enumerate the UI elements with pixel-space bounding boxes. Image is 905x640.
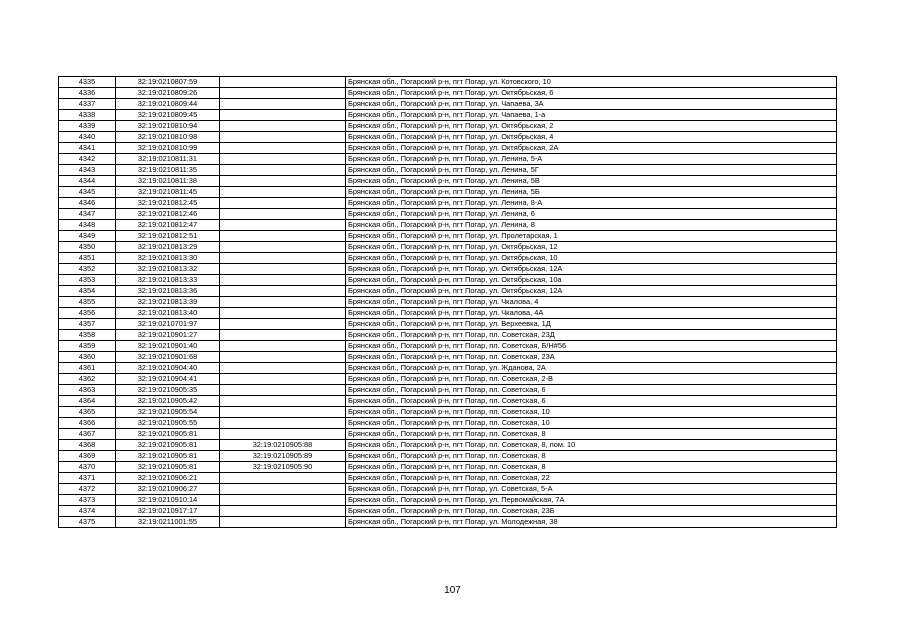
address-cell: Брянская обл., Погарский р-н, пгт Погар, ул. Ленина, 8	[346, 220, 837, 231]
row-number-cell: 4359	[59, 341, 116, 352]
linked-cadastral-number-cell	[220, 330, 346, 341]
table-row	[59, 473, 837, 484]
row-number-cell: 4350	[59, 242, 116, 253]
table-row	[59, 297, 837, 308]
linked-cadastral-number-cell	[220, 198, 346, 209]
row-number-cell: 4338	[59, 110, 116, 121]
row-number-cell: 4335	[59, 77, 116, 88]
row-number-cell: 4366	[59, 418, 116, 429]
cadastral-number-cell: 32:19:0210813:33	[116, 275, 220, 286]
row-number-cell: 4355	[59, 297, 116, 308]
table-row	[59, 429, 837, 440]
table-row	[59, 209, 837, 220]
row-number-cell: 4341	[59, 143, 116, 154]
address-cell: Брянская обл., Погарский р-н, пгт Погар, ул. Котовского, 10	[346, 77, 837, 88]
table-row	[59, 462, 837, 473]
linked-cadastral-number-cell	[220, 154, 346, 165]
row-number-cell: 4346	[59, 198, 116, 209]
row-number-cell: 4339	[59, 121, 116, 132]
linked-cadastral-number-cell	[220, 396, 346, 407]
cadastral-number-cell: 32:19:0211001:55	[116, 517, 220, 528]
linked-cadastral-number-cell	[220, 473, 346, 484]
cadastral-number-cell: 32:19:0210906:21	[116, 473, 220, 484]
address-cell: Брянская обл., Погарский р-н, пгт Погар, ул. Ленина, 5Г	[346, 165, 837, 176]
row-number-cell: 4349	[59, 231, 116, 242]
row-number-cell: 4342	[59, 154, 116, 165]
address-cell: Брянская обл., Погарский р-н, пгт Погар, ул. Молодежная, 38	[346, 517, 837, 528]
table-row	[59, 231, 837, 242]
cadastral-number-cell: 32:19:0210813:36	[116, 286, 220, 297]
address-cell: Брянская обл., Погарский р-н, пгт Погар, ул. Октябрьская, 4	[346, 132, 837, 143]
address-cell: Брянская обл., Погарский р-н, пгт Погар, ул. Ленина, 6	[346, 209, 837, 220]
cadastral-number-cell: 32:19:0210905:81	[116, 440, 220, 451]
row-number-cell: 4370	[59, 462, 116, 473]
linked-cadastral-number-cell	[220, 220, 346, 231]
linked-cadastral-number-cell	[220, 143, 346, 154]
linked-cadastral-number-cell	[220, 275, 346, 286]
address-cell: Брянская обл., Погарский р-н, пгт Погар, ул. Чапаева, 3А	[346, 99, 837, 110]
linked-cadastral-number-cell	[220, 429, 346, 440]
table-row	[59, 308, 837, 319]
cadastral-number-cell: 32:19:0210904:41	[116, 374, 220, 385]
linked-cadastral-number-cell	[220, 363, 346, 374]
row-number-cell: 4356	[59, 308, 116, 319]
address-cell: Брянская обл., Погарский р-н, пгт Погар, ул. Октябрьская, 12А	[346, 264, 837, 275]
table-row	[59, 275, 837, 286]
address-cell: Брянская обл., Погарский р-н, пгт Погар, пл. Советская, 23А	[346, 352, 837, 363]
table-row	[59, 198, 837, 209]
table-row	[59, 286, 837, 297]
table-row	[59, 220, 837, 231]
cadastral-number-cell: 32:19:0210901:68	[116, 352, 220, 363]
linked-cadastral-number-cell	[220, 385, 346, 396]
address-cell: Брянская обл., Погарский р-н, пгт Погар, ул. Жданова, 2А	[346, 363, 837, 374]
address-cell: Брянская обл., Погарский р-н, пгт Погар, ул. Октябрьская, 2	[346, 121, 837, 132]
linked-cadastral-number-cell	[220, 352, 346, 363]
row-number-cell: 4375	[59, 517, 116, 528]
cadastral-number-cell: 32:19:0210701:97	[116, 319, 220, 330]
address-cell: Брянская обл., Погарский р-н, пгт Погар, ул. Ленина, 5Б	[346, 187, 837, 198]
address-cell: Брянская обл., Погарский р-н, пгт Погар, ул. Чкалова, 4	[346, 297, 837, 308]
cadastral-number-cell: 32:19:0210904:40	[116, 363, 220, 374]
cadastral-number-cell: 32:19:0210905:81	[116, 462, 220, 473]
row-number-cell: 4353	[59, 275, 116, 286]
row-number-cell: 4345	[59, 187, 116, 198]
row-number-cell: 4374	[59, 506, 116, 517]
cadastral-number-cell: 32:19:0210813:40	[116, 308, 220, 319]
table-row	[59, 506, 837, 517]
table-row	[59, 374, 837, 385]
address-cell: Брянская обл., Погарский р-н, пгт Погар, ул. Октябрьская, 10а	[346, 275, 837, 286]
address-cell: Брянская обл., Погарский р-н, пгт Погар, пл. Советская, 8	[346, 462, 837, 473]
row-number-cell: 4336	[59, 88, 116, 99]
linked-cadastral-number-cell	[220, 341, 346, 352]
linked-cadastral-number-cell	[220, 418, 346, 429]
address-cell: Брянская обл., Погарский р-н, пгт Погар, пл. Советская, 8	[346, 451, 837, 462]
cadastral-number-cell: 32:19:0210813:30	[116, 253, 220, 264]
linked-cadastral-number-cell	[220, 209, 346, 220]
cadastral-number-cell: 32:19:0210807:59	[116, 77, 220, 88]
table-row	[59, 154, 837, 165]
linked-cadastral-number-cell	[220, 231, 346, 242]
cadastral-number-cell: 32:19:0210906:27	[116, 484, 220, 495]
table-row	[59, 319, 837, 330]
table-body	[59, 77, 837, 528]
row-number-cell: 4344	[59, 176, 116, 187]
linked-cadastral-number-cell	[220, 517, 346, 528]
cadastral-number-cell: 32:19:0210811:31	[116, 154, 220, 165]
table-row	[59, 352, 837, 363]
table-row	[59, 242, 837, 253]
page-number: 107	[444, 585, 461, 596]
linked-cadastral-number-cell: 32:19:0210905:90	[220, 462, 346, 473]
row-number-cell: 4358	[59, 330, 116, 341]
cadastral-number-cell: 32:19:0210905:81	[116, 451, 220, 462]
table-row	[59, 440, 837, 451]
row-number-cell: 4372	[59, 484, 116, 495]
address-cell: Брянская обл., Погарский р-н, пгт Погар, ул. Чапаева, 1-а	[346, 110, 837, 121]
cadastral-number-cell: 32:19:0210809:44	[116, 99, 220, 110]
row-number-cell: 4363	[59, 385, 116, 396]
address-cell: Брянская обл., Погарский р-н, пгт Погар, пл. Советская, 8	[346, 429, 837, 440]
cadastral-number-cell: 32:19:0210905:81	[116, 429, 220, 440]
table-row	[59, 143, 837, 154]
table-row	[59, 451, 837, 462]
table-row	[59, 341, 837, 352]
table-row	[59, 110, 837, 121]
cadastral-number-cell: 32:19:0210905:54	[116, 407, 220, 418]
linked-cadastral-number-cell	[220, 132, 346, 143]
cadastral-number-cell: 32:19:0210810:94	[116, 121, 220, 132]
linked-cadastral-number-cell	[220, 374, 346, 385]
table-row	[59, 88, 837, 99]
row-number-cell: 4367	[59, 429, 116, 440]
cadastral-number-cell: 32:19:0210910:14	[116, 495, 220, 506]
cadastral-number-cell: 32:19:0210905:42	[116, 396, 220, 407]
address-cell: Брянская обл., Погарский р-н, пгт Погар, пл. Советская, 2-В	[346, 374, 837, 385]
row-number-cell: 4369	[59, 451, 116, 462]
address-cell: Брянская обл., Погарский р-н, пгт Погар, пл. Советская, 23Б	[346, 506, 837, 517]
address-cell: Брянская обл., Погарский р-н, пгт Погар, ул. Первомайская, 7А	[346, 495, 837, 506]
linked-cadastral-number-cell	[220, 88, 346, 99]
table-row	[59, 121, 837, 132]
address-cell: Брянская обл., Погарский р-н, пгт Погар, пл. Советская, 6	[346, 385, 837, 396]
address-cell: Брянская обл., Погарский р-н, пгт Погар, ул. Октябрьская, 10	[346, 253, 837, 264]
cadastral-number-cell: 32:19:0210811:45	[116, 187, 220, 198]
address-cell: Брянская обл., Погарский р-н, пгт Погар, ул. Ленина, 8-А	[346, 198, 837, 209]
row-number-cell: 4371	[59, 473, 116, 484]
property-register-table	[58, 76, 837, 528]
linked-cadastral-number-cell	[220, 297, 346, 308]
cadastral-number-cell: 32:19:0210813:29	[116, 242, 220, 253]
row-number-cell: 4373	[59, 495, 116, 506]
linked-cadastral-number-cell	[220, 110, 346, 121]
linked-cadastral-number-cell	[220, 77, 346, 88]
cadastral-number-cell: 32:19:0210917:17	[116, 506, 220, 517]
address-cell: Брянская обл., Погарский р-н, пгт Погар, ул. Ленина, 5-А	[346, 154, 837, 165]
row-number-cell: 4361	[59, 363, 116, 374]
linked-cadastral-number-cell	[220, 176, 346, 187]
linked-cadastral-number-cell	[220, 484, 346, 495]
cadastral-number-cell: 32:19:0210901:40	[116, 341, 220, 352]
cadastral-number-cell: 32:19:0210809:26	[116, 88, 220, 99]
linked-cadastral-number-cell	[220, 407, 346, 418]
table-row	[59, 407, 837, 418]
row-number-cell: 4362	[59, 374, 116, 385]
linked-cadastral-number-cell: 32:19:0210905:88	[220, 440, 346, 451]
cadastral-number-cell: 32:19:0210813:39	[116, 297, 220, 308]
table-row	[59, 330, 837, 341]
address-cell: Брянская обл., Погарский р-н, пгт Погар, ул. Ленина, 5В	[346, 176, 837, 187]
cadastral-number-cell: 32:19:0210905:35	[116, 385, 220, 396]
linked-cadastral-number-cell	[220, 506, 346, 517]
row-number-cell: 4351	[59, 253, 116, 264]
table-row	[59, 132, 837, 143]
address-cell: Брянская обл., Погарский р-н, пгт Погар, пл. Советская, 6	[346, 396, 837, 407]
table-row	[59, 99, 837, 110]
table-row	[59, 176, 837, 187]
linked-cadastral-number-cell	[220, 99, 346, 110]
table-row	[59, 363, 837, 374]
cadastral-number-cell: 32:19:0210811:35	[116, 165, 220, 176]
row-number-cell: 4354	[59, 286, 116, 297]
table-row	[59, 495, 837, 506]
cadastral-number-cell: 32:19:0210811:38	[116, 176, 220, 187]
cadastral-number-cell: 32:19:0210812:46	[116, 209, 220, 220]
address-cell: Брянская обл., Погарский р-н, пгт Погар, пл. Советская, 8, пом. 10	[346, 440, 837, 451]
linked-cadastral-number-cell	[220, 264, 346, 275]
cadastral-number-cell: 32:19:0210813:32	[116, 264, 220, 275]
address-cell: Брянская обл., Погарский р-н, пгт Погар, пл. Советская, 10	[346, 407, 837, 418]
address-cell: Брянская обл., Погарский р-н, пгт Погар, пл. Советская, 23Д	[346, 330, 837, 341]
row-number-cell: 4347	[59, 209, 116, 220]
linked-cadastral-number-cell	[220, 187, 346, 198]
address-cell: Брянская обл., Погарский р-н, пгт Погар, ул. Октябрьская, 6	[346, 88, 837, 99]
row-number-cell: 4357	[59, 319, 116, 330]
row-number-cell: 4368	[59, 440, 116, 451]
linked-cadastral-number-cell: 32:19:0210905:89	[220, 451, 346, 462]
linked-cadastral-number-cell	[220, 242, 346, 253]
cadastral-number-cell: 32:19:0210901:27	[116, 330, 220, 341]
address-cell: Брянская обл., Погарский р-н, пгт Погар, ул. Советская, 5-А	[346, 484, 837, 495]
address-cell: Брянская обл., Погарский р-н, пгт Погар, ул. Чкалова, 4А	[346, 308, 837, 319]
table-row	[59, 418, 837, 429]
table-row	[59, 385, 837, 396]
row-number-cell: 4337	[59, 99, 116, 110]
address-cell: Брянская обл., Погарский р-н, пгт Погар, ул. Октябрьская, 2А	[346, 143, 837, 154]
cadastral-number-cell: 32:19:0210812:51	[116, 231, 220, 242]
linked-cadastral-number-cell	[220, 121, 346, 132]
row-number-cell: 4348	[59, 220, 116, 231]
linked-cadastral-number-cell	[220, 286, 346, 297]
table-row	[59, 396, 837, 407]
linked-cadastral-number-cell	[220, 495, 346, 506]
cadastral-number-cell: 32:19:0210812:45	[116, 198, 220, 209]
table-row	[59, 264, 837, 275]
row-number-cell: 4343	[59, 165, 116, 176]
linked-cadastral-number-cell	[220, 308, 346, 319]
table-row	[59, 77, 837, 88]
address-cell: Брянская обл., Погарский р-н, пгт Погар, пл. Советская, Б/Н#56	[346, 341, 837, 352]
address-cell: Брянская обл., Погарский р-н, пгт Погар, пл. Советская, 22	[346, 473, 837, 484]
address-cell: Брянская обл., Погарский р-н, пгт Погар, ул. Верхеевка, 1Д	[346, 319, 837, 330]
cadastral-number-cell: 32:19:0210809:45	[116, 110, 220, 121]
row-number-cell: 4352	[59, 264, 116, 275]
address-cell: Брянская обл., Погарский р-н, пгт Погар, ул. Октябрьская, 12А	[346, 286, 837, 297]
address-cell: Брянская обл., Погарский р-н, пгт Погар, ул. Октябрьская, 12	[346, 242, 837, 253]
address-cell: Брянская обл., Погарский р-н, пгт Погар, пл. Советская, 10	[346, 418, 837, 429]
table-row	[59, 253, 837, 264]
table-row	[59, 187, 837, 198]
linked-cadastral-number-cell	[220, 253, 346, 264]
address-cell: Брянская обл., Погарский р-н, пгт Погар, ул. Пролетарская, 1	[346, 231, 837, 242]
table-row	[59, 517, 837, 528]
row-number-cell: 4365	[59, 407, 116, 418]
row-number-cell: 4360	[59, 352, 116, 363]
table-row	[59, 484, 837, 495]
cadastral-number-cell: 32:19:0210812:47	[116, 220, 220, 231]
linked-cadastral-number-cell	[220, 319, 346, 330]
linked-cadastral-number-cell	[220, 165, 346, 176]
row-number-cell: 4340	[59, 132, 116, 143]
row-number-cell: 4364	[59, 396, 116, 407]
cadastral-number-cell: 32:19:0210905:55	[116, 418, 220, 429]
cadastral-number-cell: 32:19:0210810:98	[116, 132, 220, 143]
table-row	[59, 165, 837, 176]
cadastral-number-cell: 32:19:0210810:99	[116, 143, 220, 154]
